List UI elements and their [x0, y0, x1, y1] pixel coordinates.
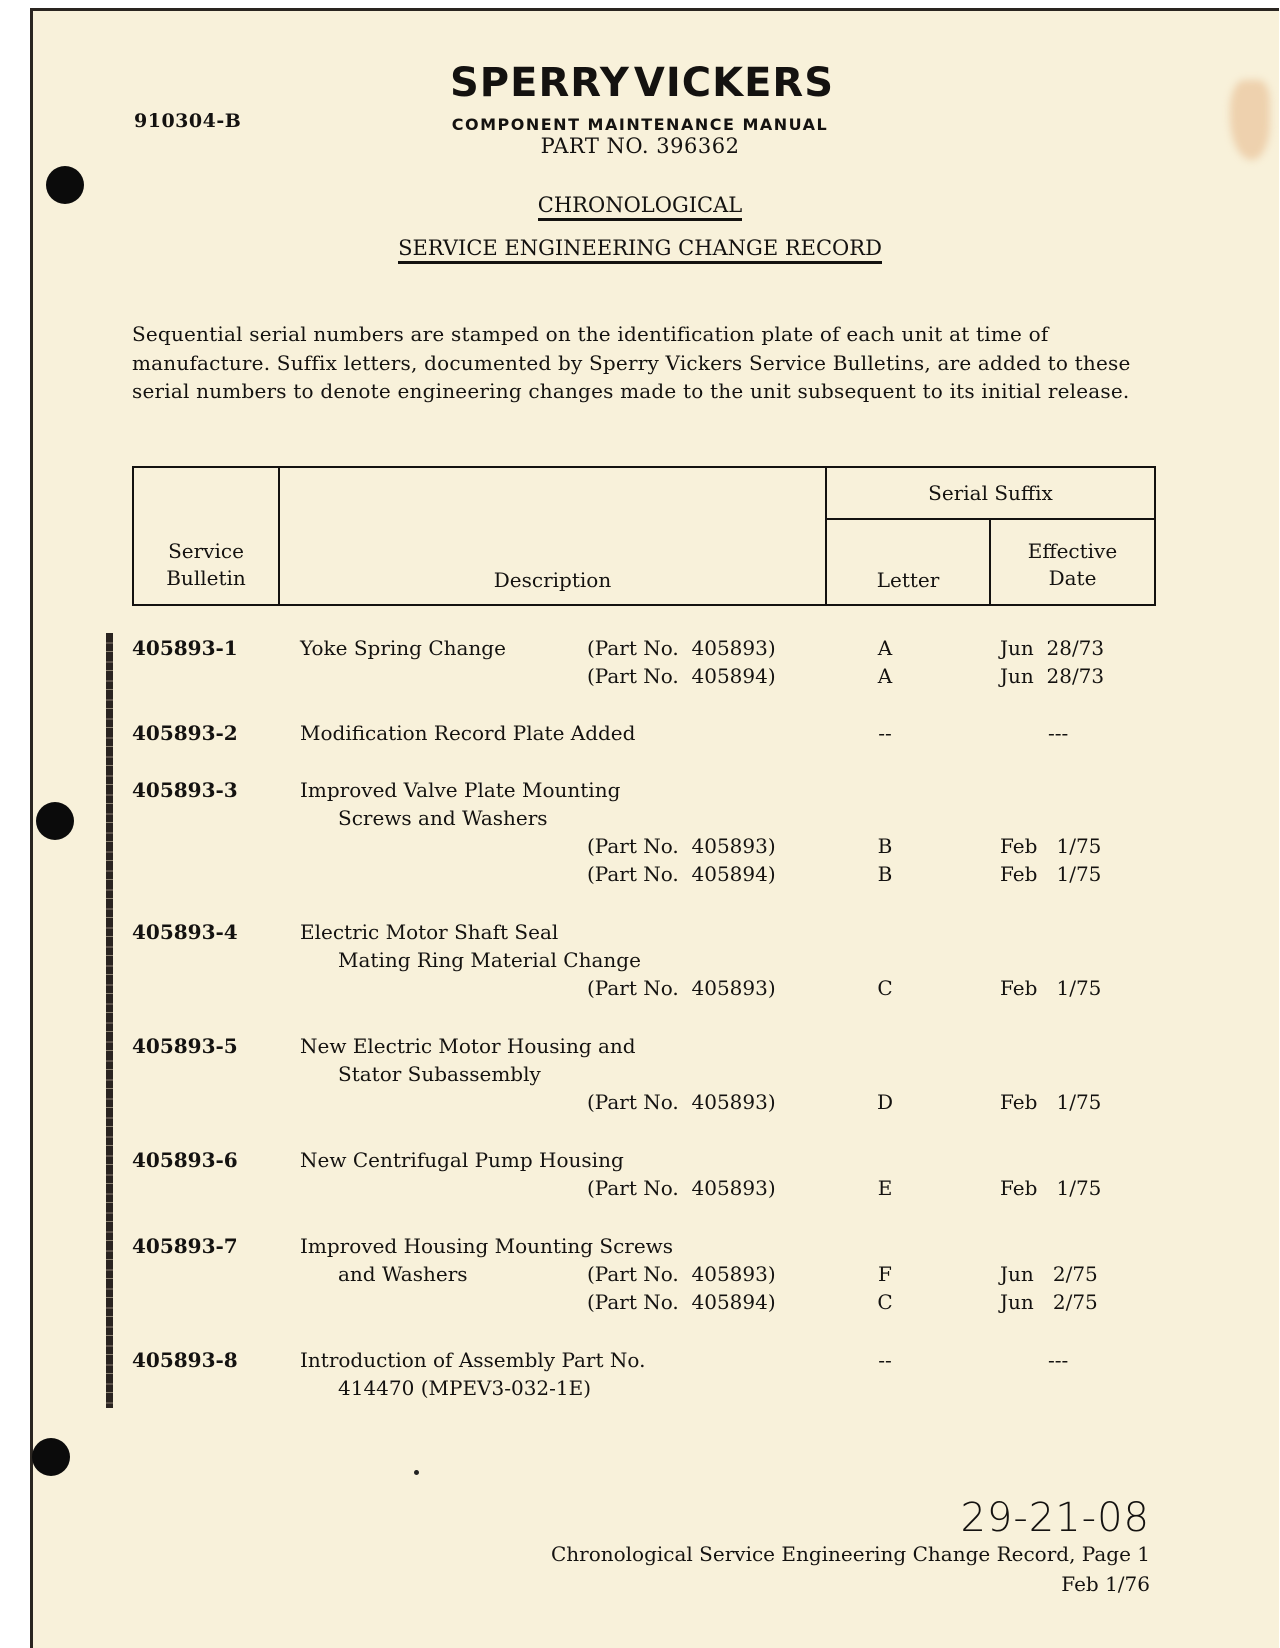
description-line: Modification Record Plate Added [300, 721, 635, 745]
part-number: PART NO. 396362 [400, 134, 880, 158]
ink-speck [414, 1470, 419, 1475]
effective-date: --- [1000, 721, 1178, 745]
bulletin-405893-5: 405893-5 [132, 1034, 238, 1058]
intro-paragraph: Sequential serial numbers are stamped on the identification plate of each unit at time of manufacture. Suffix letters, documented by Sperry Vickers Service Bulletins, are added to these serial numbers to denote engineering changes made to the unit subsequent to its initial release. [132, 320, 1152, 406]
part-number-ref: (Part No. 405893) [587, 976, 776, 1000]
effective-date: Feb 1/75 [1000, 834, 1130, 858]
effective-date: Jun 28/73 [1000, 664, 1130, 688]
description-line: Introduction of Assembly Part No. [300, 1348, 645, 1372]
description-line: New Centrifugal Pump Housing [300, 1148, 624, 1172]
footer-page-label: Chronological Service Engineering Change Record, Page 1 [551, 1542, 1150, 1566]
description-line: Yoke Spring Change [300, 636, 506, 660]
suffix-letter: -- [870, 721, 900, 745]
effective-date: Feb 1/75 [1000, 862, 1130, 886]
bulletin-405893-6: 405893-6 [132, 1148, 238, 1172]
revision-change-bar [106, 633, 113, 1408]
effective-date: --- [1000, 1348, 1178, 1372]
suffix-letter: C [870, 1290, 900, 1314]
chapter-number: 29-21-08 [960, 1495, 1150, 1541]
suffix-letter: -- [870, 1348, 900, 1372]
description-line: 414470 (MPEV3-032-1E) [338, 1376, 591, 1400]
header-serial-suffix-label: Serial Suffix [928, 481, 1053, 505]
bulletin-405893-3: 405893-3 [132, 778, 238, 802]
description-line: Stator Subassembly [338, 1062, 541, 1086]
description-line: Improved Housing Mounting Screws [300, 1234, 673, 1258]
part-number-ref: (Part No. 405894) [587, 1290, 776, 1314]
page-title-line1 [400, 193, 880, 217]
punch-hole-bottom [32, 1438, 70, 1476]
suffix-letter: A [870, 664, 900, 688]
part-number-ref: (Part No. 405893) [587, 1176, 776, 1200]
part-number-ref: (Part No. 405893) [587, 636, 776, 660]
description-line: Screws and Washers [338, 806, 548, 830]
description-line: Mating Ring Material Change [338, 948, 641, 972]
description-line: New Electric Motor Housing and [300, 1034, 636, 1058]
bulletin-405893-2: 405893-2 [132, 721, 238, 745]
logo-left-text: SPERRY [450, 60, 630, 106]
header-letter-label: Letter [877, 568, 940, 592]
suffix-letter: F [870, 1262, 900, 1286]
description-line: Electric Motor Shaft Seal [300, 920, 558, 944]
punch-hole-middle [36, 802, 74, 840]
part-number-ref: (Part No. 405894) [587, 862, 776, 886]
bulletin-405893-1: 405893-1 [132, 636, 238, 660]
bulletin-405893-8: 405893-8 [132, 1348, 238, 1372]
suffix-letter: B [870, 862, 900, 886]
document-number: 910304-B [134, 110, 241, 132]
header-effective-date-label: Effective Date [1018, 538, 1128, 592]
header-letter [826, 519, 990, 605]
description-line: Improved Valve Plate Mounting [300, 778, 620, 802]
logo-right-text: VICKERS [634, 60, 834, 106]
part-number-ref: (Part No. 405893) [587, 834, 776, 858]
suffix-letter: C [870, 976, 900, 1000]
sperry-vickers-logo [450, 60, 834, 106]
paper-stain [1230, 80, 1270, 160]
effective-date: Feb 1/75 [1000, 1090, 1130, 1114]
footer-date: Feb 1/76 [1061, 1572, 1150, 1596]
header-description [279, 467, 826, 605]
header-effective-date [990, 519, 1155, 605]
part-number-ref: (Part No. 405893) [587, 1090, 776, 1114]
effective-date: Jun 2/75 [1000, 1290, 1130, 1314]
bulletin-405893-4: 405893-4 [132, 920, 238, 944]
part-number-ref: (Part No. 405894) [587, 664, 776, 688]
suffix-letter: E [870, 1176, 900, 1200]
part-number-ref: (Part No. 405893) [587, 1262, 776, 1286]
description-line: and Washers [338, 1262, 468, 1286]
bulletin-405893-7: 405893-7 [132, 1234, 238, 1258]
header-service-bulletin-label: Service Bulletin [156, 538, 256, 592]
header-description-label: Description [494, 568, 611, 592]
title-chronological: CHRONOLOGICAL [538, 193, 742, 221]
title-service-engineering: SERVICE ENGINEERING CHANGE RECORD [398, 236, 882, 264]
effective-date: Jun 28/73 [1000, 636, 1130, 660]
manual-title: COMPONENT MAINTENANCE MANUAL [400, 115, 880, 134]
header-serial-suffix [826, 467, 1155, 519]
suffix-letter: A [870, 636, 900, 660]
page-title-line2 [300, 236, 980, 260]
effective-date: Feb 1/75 [1000, 976, 1130, 1000]
punch-hole-top [46, 166, 84, 204]
effective-date: Jun 2/75 [1000, 1262, 1130, 1286]
suffix-letter: B [870, 834, 900, 858]
suffix-letter: D [870, 1090, 900, 1114]
header-service-bulletin [133, 467, 279, 605]
effective-date: Feb 1/75 [1000, 1176, 1130, 1200]
table-header [132, 466, 1156, 606]
